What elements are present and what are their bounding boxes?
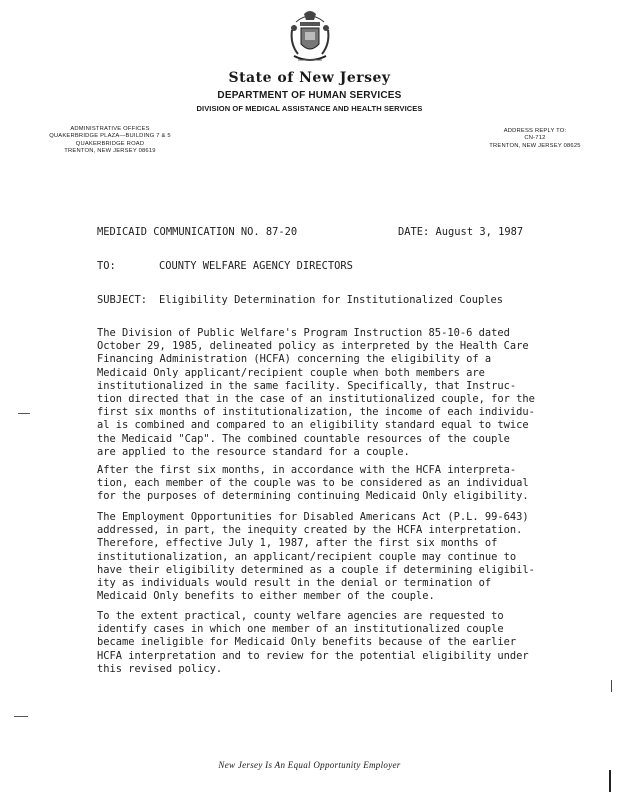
subject-label: SUBJECT: (97, 294, 148, 306)
state-title: State of New Jersey (228, 70, 391, 86)
address-line: ADDRESS REPLY TO: (503, 128, 567, 134)
margin-mark (18, 413, 30, 414)
memo-date: DATE: August 3, 1987 (398, 226, 524, 238)
body-paragraph-4: To the extent practical, county welfare agencies are requested to identify cases in which one member of an institutionalized couple became ineligible for Medicaid Only benefits because of the earlier HCFA interpretation and to review for the potential eligibility under this revised policy. (97, 610, 529, 675)
body-paragraph-3: The Employment Opportunities for Disabled Americans Act (P.L. 99-643) addressed, in part, the inequity created by the HCFA interpretation. Therefore, effective July 1, 1987, after the first six months of institutionalization, an applicant/recipient couple may continue to have their eligibility determined as a couple if determining eligibil- ity as individuals would result in the denial or termination of Medicaid Only benefits to either member of the couple. (97, 511, 535, 603)
address-line: QUAKERBRIDGE PLAZA—BUILDING 7 & 5 (49, 133, 171, 140)
communication-number: MEDICAID COMMUNICATION NO. 87-20 (97, 226, 298, 238)
address-line: ADMINISTRATIVE OFFICES (70, 126, 150, 132)
division-name: DIVISION OF MEDICAL ASSISTANCE AND HEALTH SERVICES (196, 104, 423, 113)
department-name: DEPARTMENT OF HUMAN SERVICES (217, 90, 402, 101)
address-line: TRENTON, NEW JERSEY 08619 (64, 148, 156, 155)
scan-edge-mark (611, 680, 612, 692)
subject-value: Eligibility Determination for Institutionalized Couples (159, 294, 504, 306)
address-line: CN-712 (524, 135, 546, 142)
administrative-address (10, 126, 210, 156)
scan-edge-mark (609, 770, 611, 792)
body-paragraph-1: The Division of Public Welfare's Program Instruction 85-10-6 dated October 29, 1985, delineated policy as interpreted by the Health Care Financing Administration (HCFA) concerning the eligibility of a Medicaid Only applicant/recipient couple when both members are institutionalized in the same facility. Specifically, that Instruc- tion directed that in the case of an institutionalized couple, for the first six months of institutionalization, the income of each individu- al is combined and compared to an eligibility standard equal to twice the Medicaid "Cap". The combined countable resources of the couple are applied to the resource standard for a couple. (97, 327, 535, 458)
to-recipient: COUNTY WELFARE AGENCY DIRECTORS (159, 260, 353, 272)
body-paragraph-2: After the first six months, in accordance with the HCFA interpreta- tion, each member of the couple was to be considered as an individual for the purposes of determining continuing Medicaid Only eligibility. (97, 464, 529, 503)
state-seal-icon (286, 6, 334, 68)
address-line: TRENTON, NEW JERSEY 08625 (489, 142, 581, 149)
footer-equal-opportunity: New Jersey Is An Equal Opportunity Employer (218, 760, 401, 770)
address-line: QUAKERBRIDGE ROAD (75, 140, 145, 147)
to-label: TO: (97, 260, 116, 272)
reply-address (470, 128, 600, 150)
margin-mark (14, 716, 28, 717)
